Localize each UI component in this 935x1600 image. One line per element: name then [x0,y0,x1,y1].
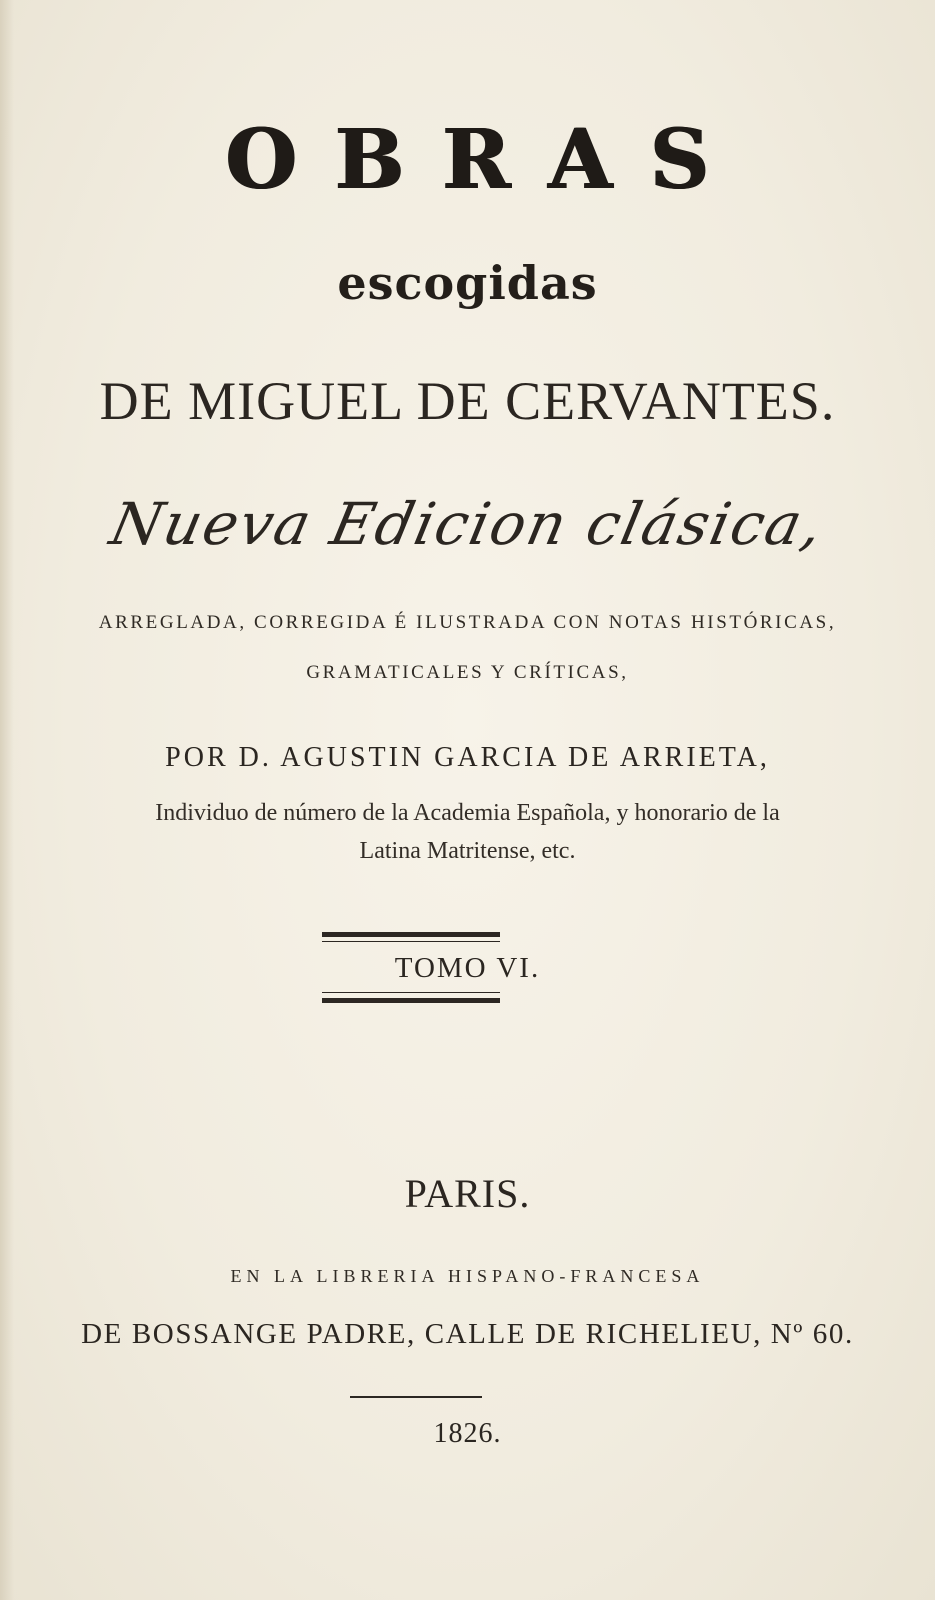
editor-line: POR D. AGUSTIN GARCIA DE ARRIETA, [165,742,770,773]
volume-label: TOMO VI. [394,952,541,984]
description-line-1: ARREGLADA, CORREGIDA É ILUSTRADA CON NOTAS HISTÓRICAS, [98,612,837,633]
ornament-rule-bottom-thick [322,998,500,1003]
place-of-publication: PARIS. [404,1171,531,1216]
ornament-rule-top-thin [322,941,500,942]
edition-line: Nueva Edicion clásica, [104,490,831,558]
year-separator-rule [350,1396,482,1398]
editor-role-line-1: Individuo de número de la Academia Española, y honorario de la [155,800,780,826]
publisher-line-1: EN LA LIBRERIA HISPANO-FRANCESA [230,1266,705,1286]
publisher-line-2: DE BOSSANGE PADRE, CALLE DE RICHELIEU, Nº 60. [81,1318,854,1350]
publication-year: 1826. [433,1418,502,1449]
editor-role-line-2: Latina Matritense, etc. [359,838,576,864]
book-title: OBRAS [225,112,748,208]
author-line: DE MIGUEL DE CERVANTES. [99,371,836,431]
ornament-rule-top-thick [322,932,500,937]
description-line-2: GRAMATICALES Y CRÍTICAS, [306,662,629,683]
book-subtitle: escogidas [337,256,598,310]
ornament-rule-bottom-thin [322,992,500,993]
